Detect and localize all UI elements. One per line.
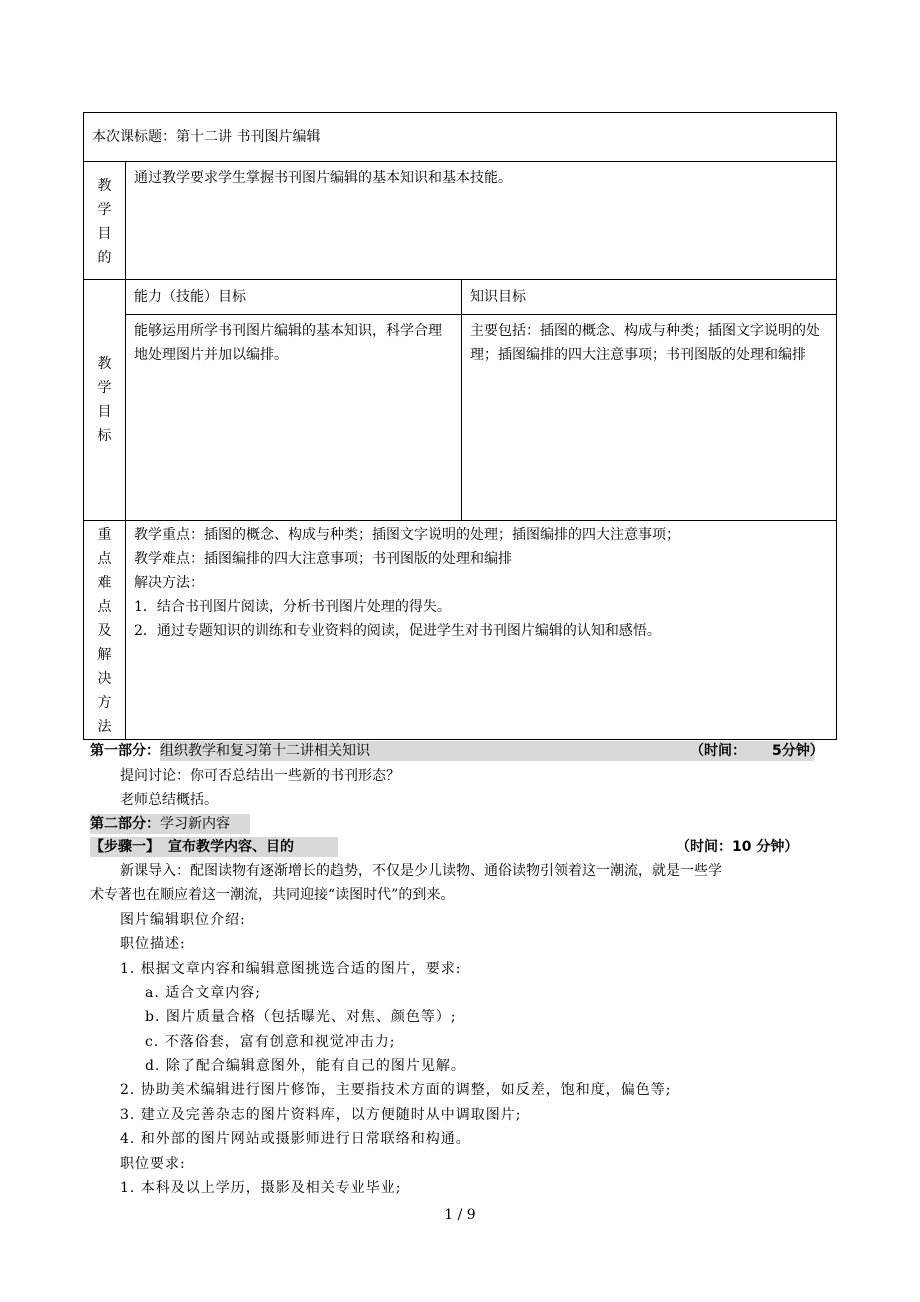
step1-time: （时间：10 分钟） [676,839,799,855]
goals-label-char: 目 [97,404,112,420]
job-intro: 图片编辑职位介绍: [120,912,246,928]
key-line: 解决方法： [134,575,204,591]
ability-text: 能够运用所学书刊图片编辑的基本知识，科学合理地处理图片并加以编排。 [134,323,442,363]
key-label-char: 及 [97,623,112,639]
lesson-plan-table [83,112,837,740]
part1-title: 组织教学和复习第十二讲相关知识 [160,743,370,759]
job-item-3: 3. 建立及完善杂志的图片资料库，以方便随时从中调取图片; [120,1107,522,1123]
key-line: 教学重点：插图的概念、构成与种类；插图文字说明的处理；插图编排的四大注意事项； [134,527,680,543]
purpose-label-char: 教 [97,178,112,194]
part1-label: 第一部分： [90,743,160,759]
job-req-1: 1. 本科及以上学历，摄影及相关专业毕业; [120,1180,402,1196]
part2-heading [90,814,230,834]
step1-heading [90,837,294,857]
job-item-1a: a. 适合文章内容; [145,985,261,1001]
part2-title: 学习新内容 [160,816,230,832]
part1-time-num: 5 [772,743,782,759]
part1-line1: 提问讨论：你可否总结出一些新的书刊形态？ [120,768,400,784]
purpose-text: 通过教学要求学生掌握书刊图片编辑的基本知识和基本技能。 [134,170,512,186]
purpose-label-char: 目 [97,226,112,242]
job-item-1d: d. 除了配合编辑意图外，能有自己的图片见解。 [145,1058,466,1074]
job-req: 职位要求: [120,1156,186,1172]
knowledge-text-cell [462,315,837,521]
key-label-char: 点 [97,599,112,615]
key-label-char: 决 [97,671,112,687]
part1-time-suffix: 分钟） [781,743,824,759]
part1-line2: 老师总结概括。 [120,792,218,808]
job-item-1: 1. 根据文章内容和编辑意图挑选合适的图片，要求: [120,961,462,977]
key-label-cell [84,521,126,740]
ability-text-cell [126,315,462,521]
goals-label-char: 教 [97,356,112,372]
purpose-label-cell [84,162,126,280]
step1-title: 宣布教学内容、目的 [168,839,294,855]
lesson-title: 本次课标题：第十二讲 书刊图片编辑 [92,129,321,145]
key-label-char: 难 [97,575,112,591]
purpose-label-char: 学 [97,202,112,218]
key-label-char: 法 [97,719,112,735]
job-item-2: 2. 协助美术编辑进行图片修饰，主要指技术方面的调整，如反差，饱和度，偏色等; [120,1082,672,1098]
step1-label: 【步骤一】 [90,839,160,855]
key-label-char: 点 [97,551,112,567]
key-line: 1．结合书刊图片阅读，分析书刊图片处理的得失。 [134,599,451,615]
knowledge-header: 知识目标 [470,289,526,305]
step1-intro1: 新课导入：配图读物有逐渐增长的趋势，不仅是少儿读物、通俗读物引领着这一潮流，就是一些学 [120,863,722,879]
goals-label-cell [84,280,126,521]
step1-intro2: 术专著也在顺应着这一潮流，共同迎接“读图时代”的到来。 [90,887,455,903]
goals-label-char: 学 [97,380,112,396]
goals-label-char: 标 [97,428,112,444]
key-label-char: 重 [97,527,112,543]
part1-time-prefix: （时间： [690,743,746,759]
job-item-4: 4. 和外部的图片网站或摄影师进行日常联络和构通。 [120,1131,471,1147]
lesson-title-cell [84,113,837,162]
part1-time [690,741,824,761]
key-line: 2．通过专题知识的训练和专业资料的阅读，促进学生对书刊图片编辑的认知和感悟。 [134,623,661,639]
ability-header-cell [126,280,462,315]
knowledge-text: 主要包括：插图的概念、构成与种类；插图文字说明的处理；插图编排的四大注意事项；书刊图版的处理和编排 [470,323,820,363]
key-line: 教学难点：插图编排的四大注意事项；书刊图版的处理和编排 [134,551,512,567]
knowledge-header-cell [462,280,837,315]
job-desc: 职位描述: [120,936,186,952]
purpose-label-char: 的 [97,250,112,266]
key-label-char: 解 [97,647,112,663]
key-text-cell [126,521,837,740]
ability-header: 能力（技能）目标 [134,289,246,305]
job-item-1b: b. 图片质量合格（包括曝光、对焦、颜色等）; [145,1009,457,1025]
key-label-char: 方 [97,695,112,711]
page-number: 1 / 9 [444,1207,476,1223]
job-item-1c: c. 不落俗套，富有创意和视觉冲击力; [145,1034,396,1050]
purpose-text-cell [126,162,837,280]
part2-label: 第二部分： [90,816,160,832]
